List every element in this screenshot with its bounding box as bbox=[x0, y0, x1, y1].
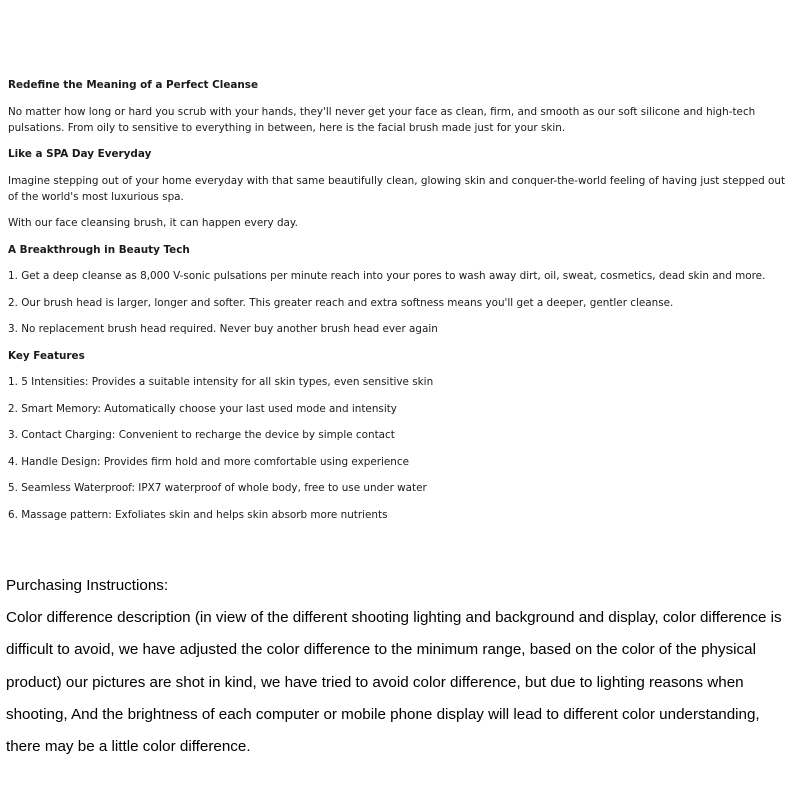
purchasing-body: Color difference description (in view of the different shooting lighting and background and display, color difference is difficult to avoid, we have adjusted the color difference to the minimum range, based on the color of the physical product) our pictures are shot in kind, we have tried to avoid color difference, but due to lighting reasons when shooting, And the brightness of each computer or mobile phone display will lead to different color understanding, there may be a little color difference. bbox=[6, 609, 782, 756]
section-heading-spa-day: Like a SPA Day Everyday bbox=[8, 148, 152, 160]
section-heading-key-features: Key Features bbox=[8, 349, 85, 362]
list-item: 2. Our brush head is larger, longer and softer. This greater reach and extra softness means you'll get a deeper, gentler cleanse. bbox=[8, 296, 674, 309]
list-item: 2. Smart Memory: Automatically choose your last used mode and intensity bbox=[8, 402, 397, 415]
purchasing-title: Purchasing Instructions: bbox=[6, 577, 169, 594]
section-heading-perfect-cleanse: Redefine the Meaning of a Perfect Cleanse bbox=[8, 79, 259, 91]
product-description bbox=[8, 77, 794, 523]
section-paragraph: No matter how long or hard you scrub with your hands, they'll never get your face as clean, firm, and smooth as our soft silicone and high-tech pulsations. From oily to sensitive to everything in between, here is the facial brush made just for your skin. bbox=[8, 105, 756, 134]
list-item: 3. Contact Charging: Convenient to recharge the device by simple contact bbox=[8, 429, 395, 441]
section-heading-beauty-tech: A Breakthrough in Beauty Tech bbox=[8, 243, 190, 256]
section-paragraph: With our face cleansing brush, it can happen every day. bbox=[8, 217, 298, 229]
list-item: 4. Handle Design: Provides firm hold and more comfortable using experience bbox=[8, 455, 409, 468]
list-item: 1. 5 Intensities: Provides a suitable intensity for all skin types, even sensitive skin bbox=[8, 376, 434, 388]
list-item: 3. No replacement brush head required. Never buy another brush head ever again bbox=[8, 323, 438, 335]
purchasing-instructions bbox=[6, 570, 796, 763]
list-item: 5. Seamless Waterproof: IPX7 waterproof of whole body, free to use under water bbox=[8, 482, 427, 494]
section-paragraph: Imagine stepping out of your home everyday with that same beautifully clean, glowing skin and conquer-the-world feeling of having just stepped out of the world's most luxurious spa. bbox=[8, 174, 786, 203]
list-item: 1. Get a deep cleanse as 8,000 V-sonic pulsations per minute reach into your pores to wash away dirt, oil, sweat, cosmetics, dead skin and more. bbox=[8, 270, 766, 282]
list-item: 6. Massage pattern: Exfoliates skin and helps skin absorb more nutrients bbox=[8, 508, 388, 521]
